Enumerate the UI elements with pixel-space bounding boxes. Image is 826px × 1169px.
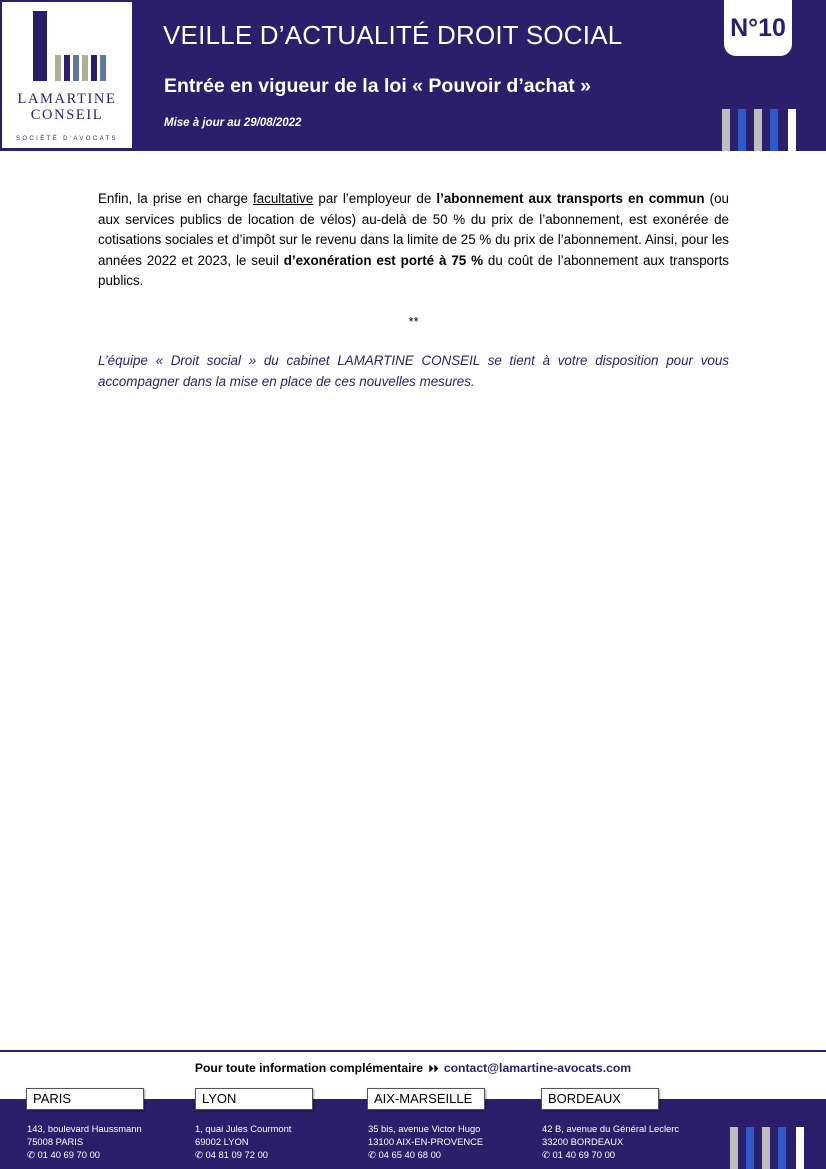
office-city: 13100 AIX-EN-PROVENCE	[368, 1136, 484, 1147]
office-city: 33200 BORDEAUX	[542, 1136, 624, 1147]
newsletter-subtitle: Entrée en vigueur de la loi « Pouvoir d’achat »	[164, 75, 591, 97]
office-address-paris	[27, 1122, 142, 1161]
double-arrow-icon: ⏵⏵	[428, 1064, 439, 1075]
paragraph-text: par l’employeur de	[313, 191, 437, 206]
decorative-stripes-icon	[730, 1127, 810, 1169]
footer-divider	[0, 1050, 826, 1052]
office-address-bordeaux	[542, 1122, 679, 1161]
closing-note: L’équipe « Droit social » du cabinet LAMARTINE CONSEIL se tient à votre disposition pour vous accompagner dans la mise en place de ces nouvelles mesures.	[98, 352, 729, 389]
office-phone: ✆ 01 40 69 70 00	[27, 1149, 101, 1160]
office-label-lyon: LYON	[195, 1088, 313, 1110]
footer-contact-line	[0, 1061, 826, 1075]
office-phone: ✆ 01 40 69 70 00	[542, 1149, 616, 1160]
newsletter-title: VEILLE D’ACTUALITÉ DROIT SOCIAL	[163, 20, 623, 50]
logo-bars-icon	[31, 11, 111, 81]
logo-subtitle: SOCIÉTÉ D'AVOCATS	[15, 136, 119, 142]
office-city: 69002 LYON	[195, 1136, 249, 1147]
contact-label: Pour toute information complémentaire	[194, 1061, 424, 1075]
office-street: 143, boulevard Haussmann	[27, 1123, 142, 1134]
issue-number-badge: N°10	[724, 0, 792, 56]
contact-email-link[interactable]: contact@lamartine-avocats.com	[443, 1061, 632, 1075]
office-city: 75008 PARIS	[27, 1136, 84, 1147]
office-label-aix-marseille: AIX-MARSEILLE	[367, 1088, 485, 1110]
decorative-stripes-icon	[722, 109, 802, 151]
office-street: 35 bis, avenue Victor Hugo	[368, 1123, 481, 1134]
bold-term: l’abonnement aux transports en commun	[436, 191, 705, 206]
paragraph-text: du coût de l’abonnement aux transports publics.	[98, 252, 729, 289]
office-label-bordeaux: BORDEAUX	[541, 1088, 659, 1110]
office-address-aix-marseille	[368, 1122, 483, 1161]
paragraph-text: Enfin, la prise en charge	[98, 191, 253, 206]
logo-name-line1: LAMARTINE	[17, 91, 117, 107]
paragraph-text: (ou aux services publics de location de vélos) au-delà de 50 % du prix de l’abonnement, est exonérée de cotisations sociales et d’impôt sur le revenu dans la limite de 25 % du prix de l’abonnement. Ainsi, pour les années 2022 et 2023, le seuil	[98, 191, 729, 268]
office-phone: ✆ 04 65 40 68 00	[368, 1149, 442, 1160]
update-date: Mise à jour au 29/08/2022	[164, 117, 302, 129]
office-label-paris: PARIS	[26, 1088, 144, 1110]
logo-name-line2: CONSEIL	[30, 107, 104, 123]
body-paragraph	[98, 189, 729, 292]
main-content	[98, 189, 729, 392]
office-phone: ✆ 04 81 09 72 00	[195, 1149, 269, 1160]
office-street: 1, quai Jules Courmont	[195, 1123, 292, 1134]
office-address-lyon	[195, 1122, 291, 1161]
logo-company-name	[2, 91, 132, 123]
header-banner	[0, 0, 826, 151]
underlined-term: facultative	[253, 191, 314, 206]
company-logo	[1, 1, 133, 149]
office-street: 42 B, avenue du Général Leclerc	[542, 1123, 680, 1134]
section-separator: **	[408, 313, 419, 329]
bold-term: d’exonération est porté à 75 %	[283, 252, 484, 268]
